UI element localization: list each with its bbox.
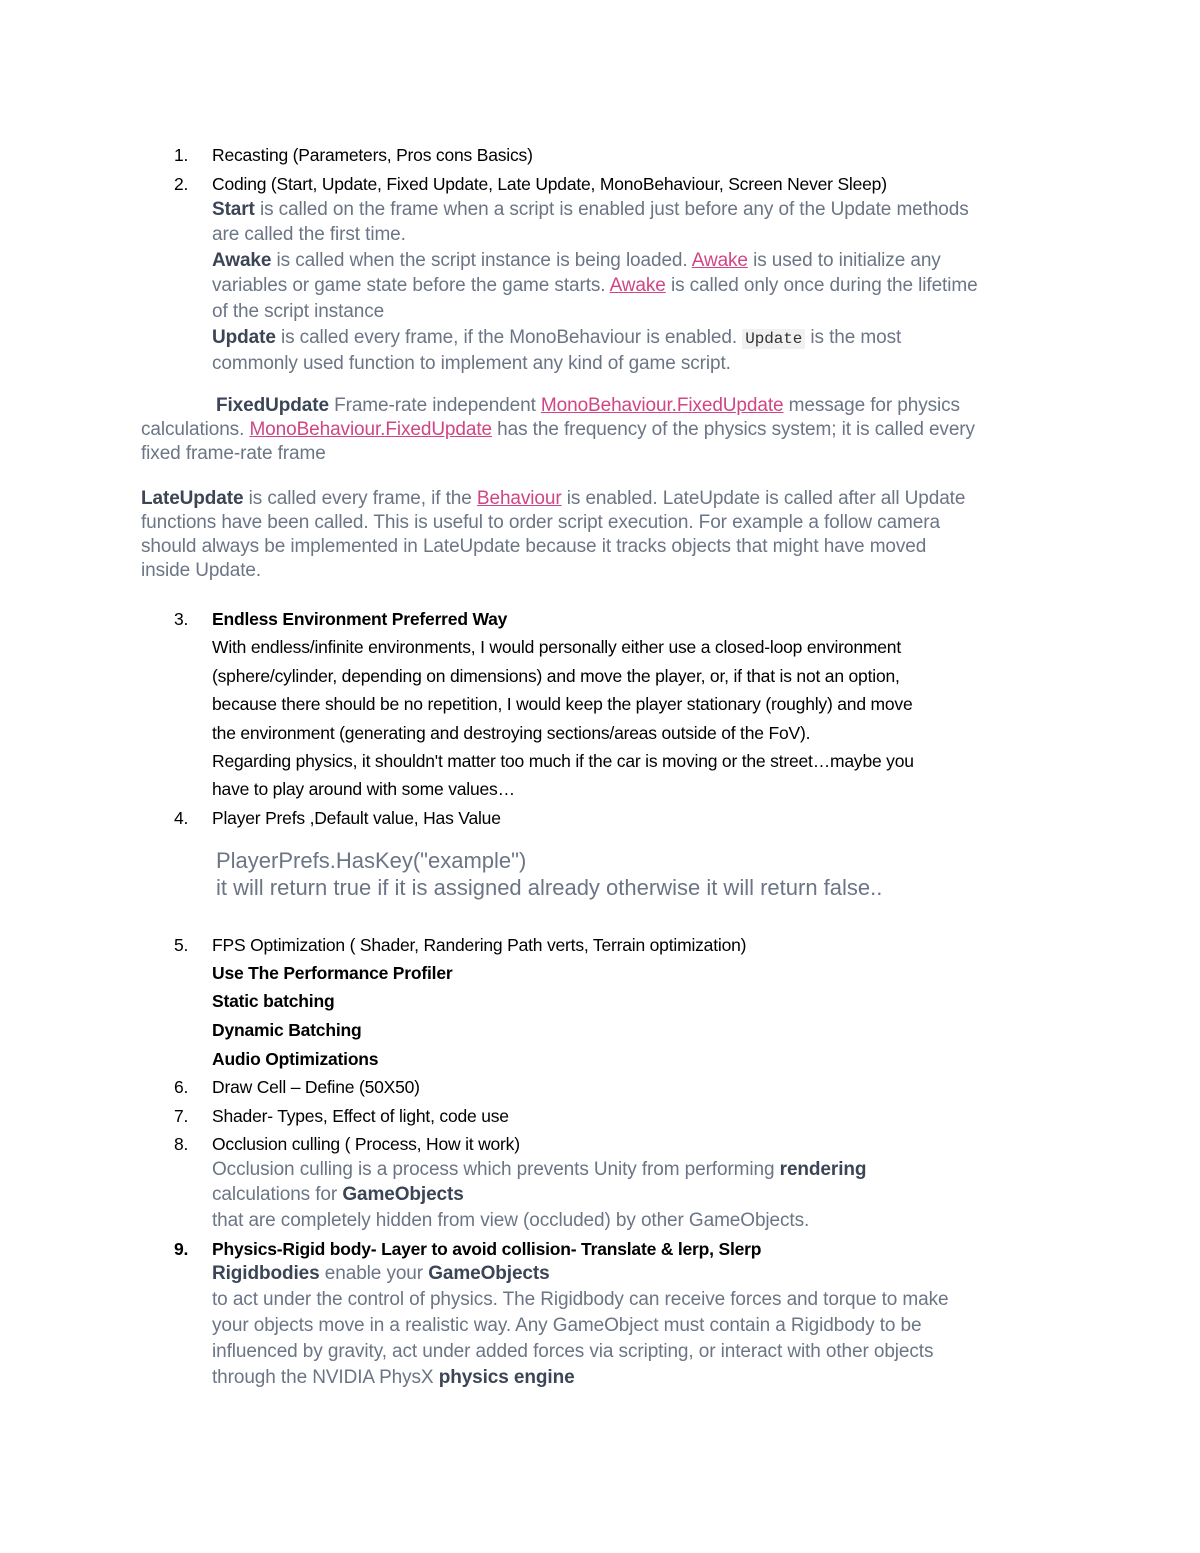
list-item-recasting: Recasting (Parameters, Pros cons Basics) <box>212 145 533 165</box>
list-number: 6. <box>174 1077 189 1097</box>
prefs-line-2: it will return true if it is assigned already otherwise it will return false.. <box>216 875 883 900</box>
prefs-line-1: PlayerPrefs.HasKey("example") <box>216 848 527 873</box>
fixedupdate-link[interactable]: MonoBehaviour.FixedUpdate <box>249 419 492 440</box>
fixedupdate-line-2: calculations. MonoBehaviour.FixedUpdate has the frequency of the physics system; it is called every <box>141 419 975 440</box>
list-number: 3. <box>174 609 189 629</box>
list-number: 5. <box>174 935 189 955</box>
lateupdate-line-3: should always be implemented in LateUpdate because it tracks objects that might have moved <box>141 536 927 557</box>
awake-line-3: of the script instance <box>212 301 385 322</box>
list-item-coding: Coding (Start, Update, Fixed Update, Late Update, MonoBehaviour, Screen Never Sleep) <box>212 174 887 194</box>
endless-line-3: because there should be no repetition, I would keep the player stationary (roughly) and move <box>212 694 913 714</box>
fps-sub-profiler: Use The Performance Profiler <box>212 963 453 983</box>
lateupdate-line-4: inside Update. <box>141 560 262 581</box>
fixedupdate-link[interactable]: MonoBehaviour.FixedUpdate <box>540 395 784 416</box>
list-number: 4. <box>174 808 189 828</box>
update-code: Update <box>742 329 805 349</box>
occlusion-line-3: that are completely hidden from view (occluded) by other GameObjects. <box>212 1210 810 1231</box>
list-number: 7. <box>174 1106 189 1126</box>
list-number: 1. <box>174 145 189 165</box>
update-line-2: commonly used function to implement any kind of game script. <box>212 353 731 374</box>
list-number: 9. <box>174 1239 189 1259</box>
endless-line-5: Regarding physics, it shouldn't matter too much if the car is moving or the street…maybe you <box>212 751 914 771</box>
occlusion-line-2: calculations for GameObjects <box>212 1184 464 1205</box>
endless-line-2: (sphere/cylinder, depending on dimensions) and move the player, or, if that is not an option, <box>212 666 900 686</box>
update-line-1: Update is called every frame, if the MonoBehaviour is enabled. Update is the most <box>212 327 902 348</box>
rigid-line-4: influenced by gravity, act under added forces via scripting, or interact with other objects <box>212 1341 934 1362</box>
fixedupdate-line-1: FixedUpdate Frame-rate independent MonoBehaviour.FixedUpdate message for physics <box>216 395 960 416</box>
list-item-occlusion-culling: Occlusion culling ( Process, How it work) <box>212 1134 520 1154</box>
fps-sub-dynamic-batching: Dynamic Batching <box>212 1020 362 1040</box>
list-item-draw-cell: Draw Cell – Define (50X50) <box>212 1077 420 1097</box>
list-number: 8. <box>174 1134 189 1154</box>
lateupdate-line-1: LateUpdate is called every frame, if the Behaviour is enabled. LateUpdate is called after all Update <box>141 488 966 509</box>
awake-link[interactable]: Awake <box>691 250 748 271</box>
list-item-shader: Shader- Types, Effect of light, code use <box>212 1106 509 1126</box>
list-item-fps-optimization: FPS Optimization ( Shader, Randering Path verts, Terrain optimization) <box>212 935 747 955</box>
start-line-1: Start is called on the frame when a script is enabled just before any of the Update methods <box>212 199 969 220</box>
endless-line-6: have to play around with some values… <box>212 779 515 799</box>
lateupdate-line-2: functions have been called. This is useful to order script execution. For example a follow camera <box>141 512 940 533</box>
start-line-2: are called the first time. <box>212 224 406 245</box>
rigid-line-1: Rigidbodies enable your GameObjects <box>212 1263 550 1284</box>
fps-sub-static-batching: Static batching <box>212 991 335 1011</box>
list-item-physics-rigidbody: Physics-Rigid body- Layer to avoid collision- Translate & lerp, Slerp <box>212 1239 762 1259</box>
awake-link[interactable]: Awake <box>609 275 666 296</box>
fps-sub-audio: Audio Optimizations <box>212 1049 379 1069</box>
awake-line-1: Awake is called when the script instance is being loaded. Awake is used to initialize any <box>212 250 941 271</box>
list-item-player-prefs: Player Prefs ,Default value, Has Value <box>212 808 501 828</box>
endless-line-4: the environment (generating and destroying sections/areas outside of the FoV). <box>212 723 811 743</box>
behaviour-link[interactable]: Behaviour <box>476 488 562 509</box>
rigid-line-3: your objects move in a realistic way. Any GameObject must contain a Rigidbody to be <box>212 1315 922 1336</box>
list-number: 2. <box>174 174 189 194</box>
rigid-line-5: through the NVIDIA PhysX physics engine <box>212 1367 575 1388</box>
list-item-endless-environment: Endless Environment Preferred Way <box>212 609 508 629</box>
fixedupdate-line-3: fixed frame-rate frame <box>141 443 326 464</box>
awake-line-2: variables or game state before the game starts. Awake is called only once during the lifetime <box>212 275 978 296</box>
occlusion-line-1: Occlusion culling is a process which prevents Unity from performing rendering <box>212 1159 867 1180</box>
endless-line-1: With endless/infinite environments, I would personally either use a closed-loop environment <box>212 637 901 657</box>
rigid-line-2: to act under the control of physics. The Rigidbody can receive forces and torque to make <box>212 1289 949 1310</box>
